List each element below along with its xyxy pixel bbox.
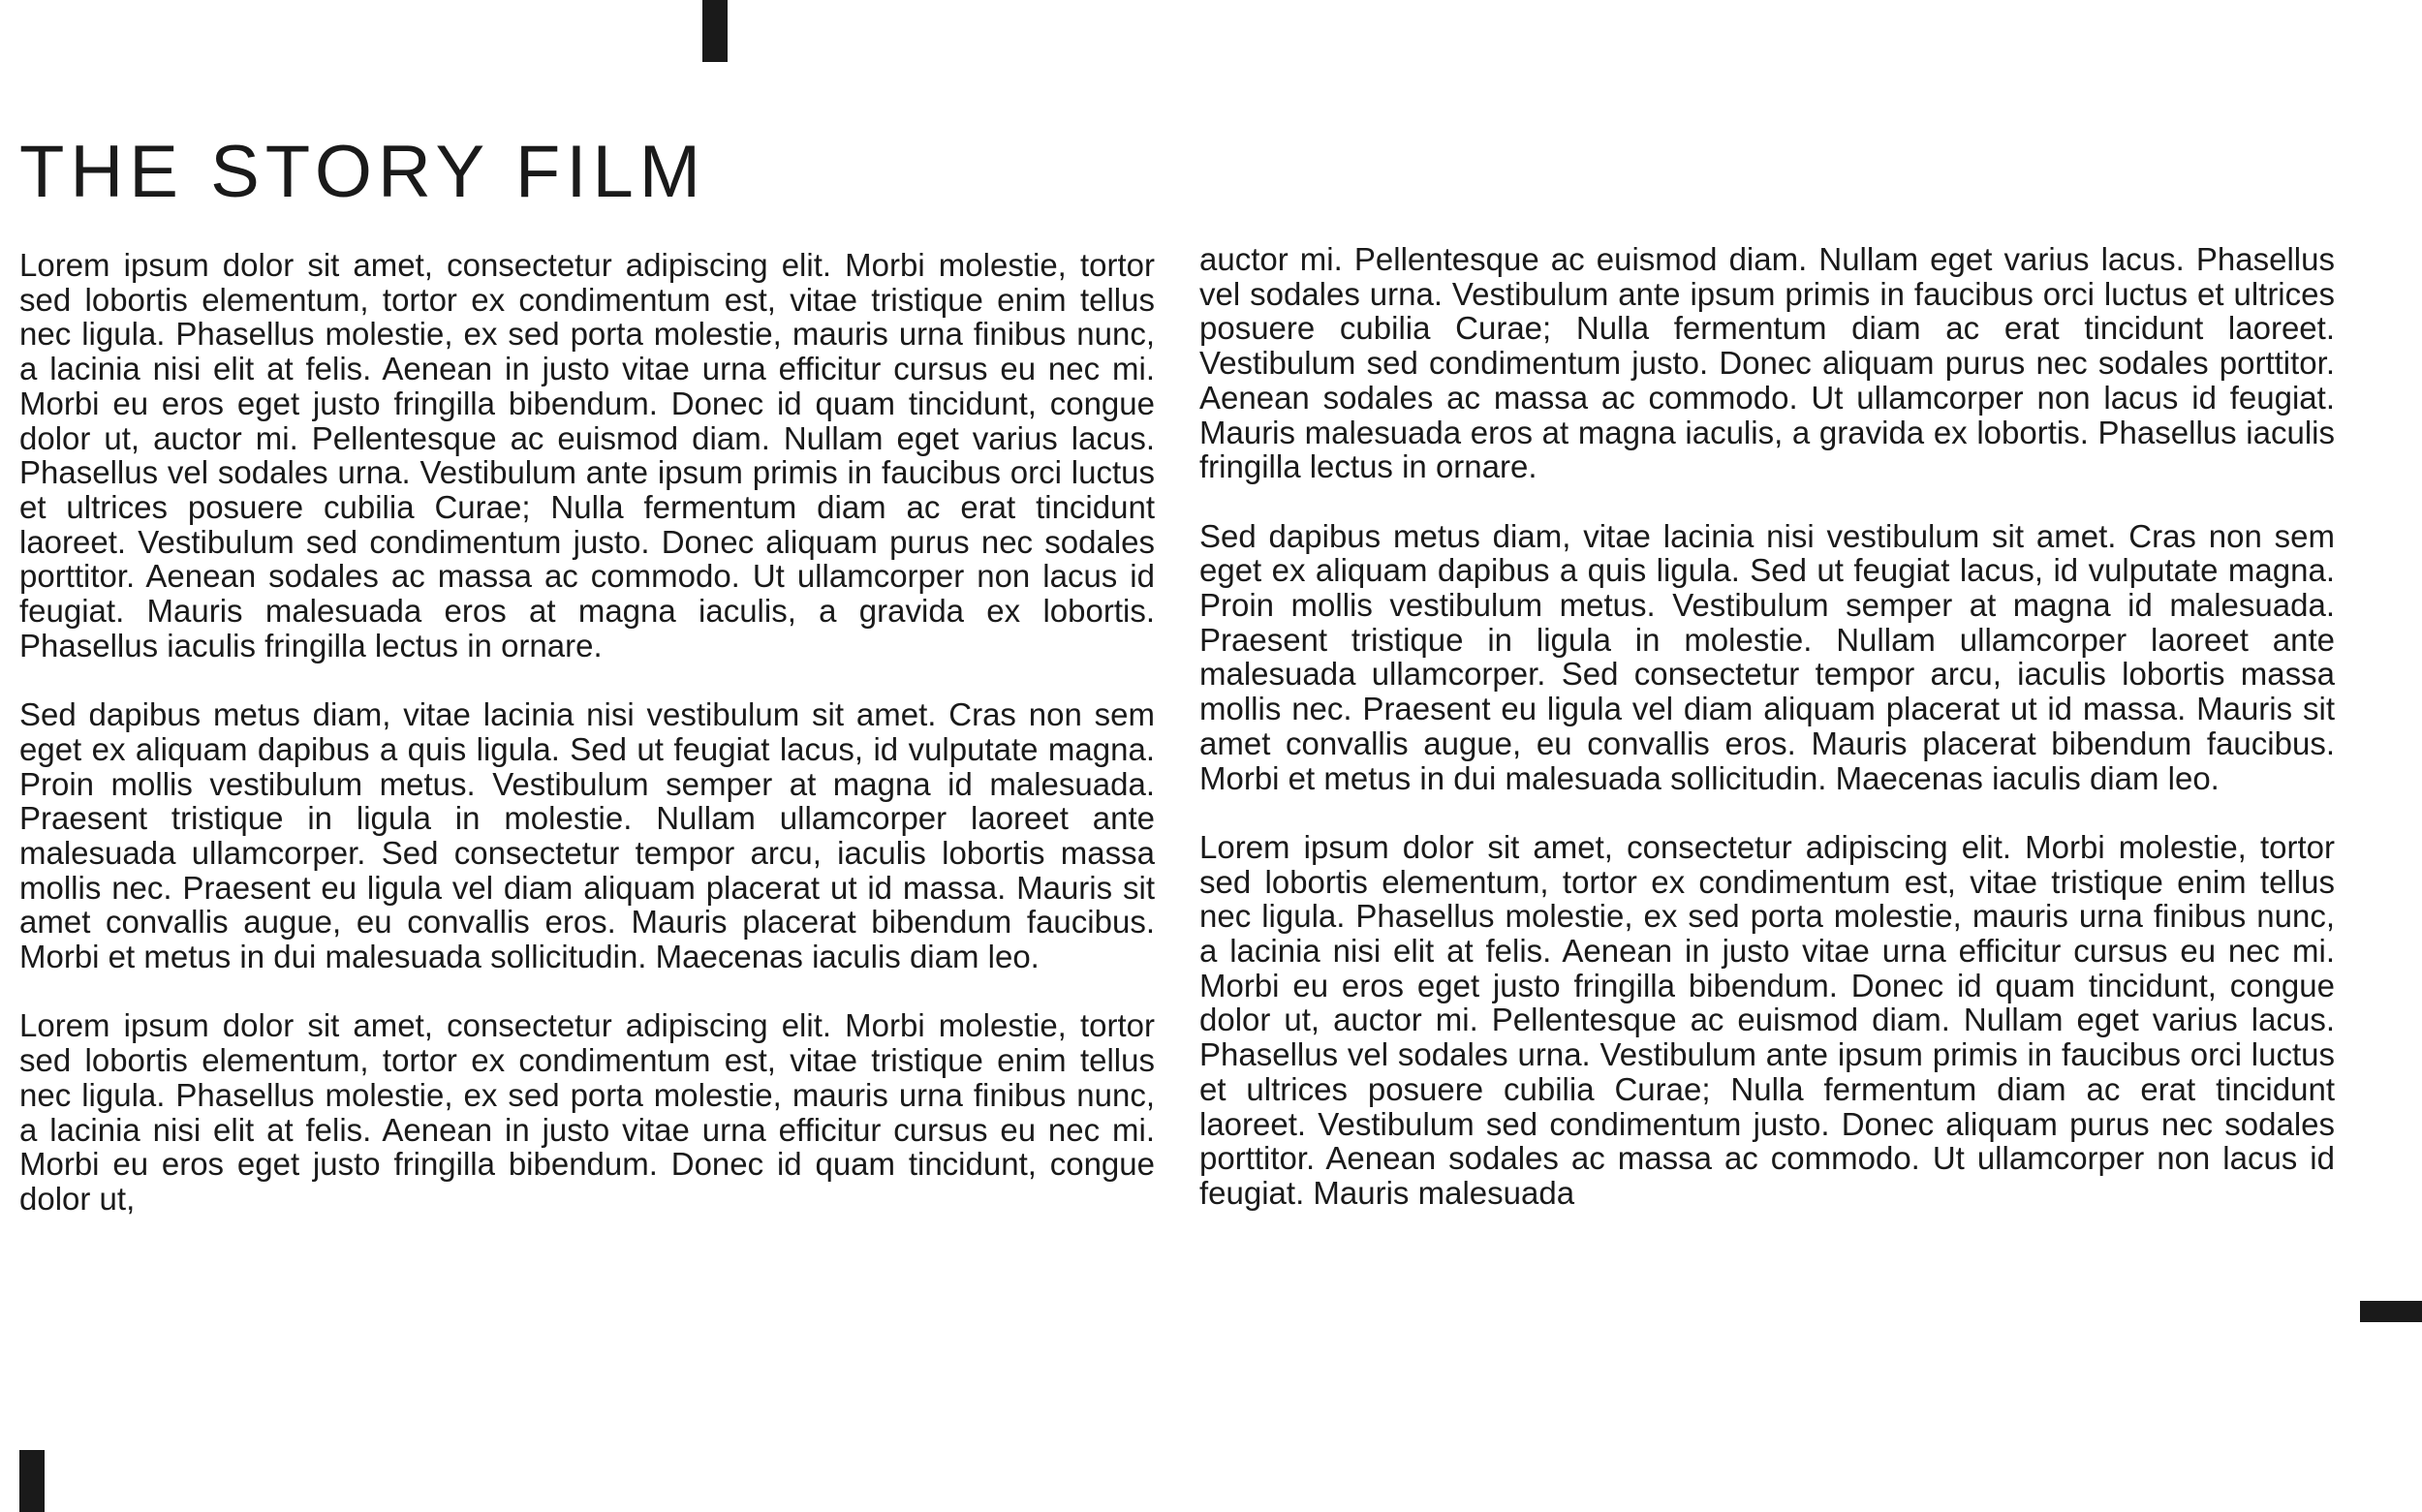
paragraph: Lorem ipsum dolor sit amet, consectetur adipiscing elit. Morbi molestie, tortor sed lobortis elementum, tortor ex condimentum est, vitae tristique enim tellus nec ligula. Phasellus molestie, ex sed porta molestie, mauris urna finibus nunc, a lacinia nisi elit at felis. Aenean in justo vitae urna efficitur cursus eu nec mi. Morbi eu eros eget justo fringilla bibendum. Donec id quam tincidunt, congue dolor ut, auctor mi. Pellentesque ac euismod diam. Nullam eget varius lacus. Phasellus vel sodales urna. Vestibulum ante ipsum primis in faucibus orci luctus et ultrices posuere cubilia Curae; Nulla fermentum diam ac erat tincidunt laoreet. Vestibulum sed condimentum justo. Donec aliquam purus nec sodales porttitor. Aenean sodales ac massa ac commodo. Ut ullamcorper non lacus id feugiat. Mauris malesuada (1199, 828, 2335, 1211)
left-text-column (19, 248, 1155, 1217)
right-text-column (1199, 242, 2335, 1211)
paragraph: auctor mi. Pellentesque ac euismod diam. Nullam eget varius lacus. Phasellus vel sodales urna. Vestibulum ante ipsum primis in faucibus orci luctus et ultrices posuere cubilia Curae; Nulla fermentum diam ac erat tincidunt laoreet. Vestibulum sed condimentum justo. Donec aliquam purus nec sodales porttitor. Aenean sodales ac massa ac commodo. Ut ullamcorper non lacus id feugiat. Mauris malesuada eros at magna iaculis, a gravida ex lobortis. Phasellus iaculis fringilla lectus in ornare. (1199, 241, 2335, 485)
paragraph: Lorem ipsum dolor sit amet, consectetur adipiscing elit. Morbi molestie, tortor sed lobortis elementum, tortor ex condimentum est, vitae tristique enim tellus nec ligula. Phasellus molestie, ex sed porta molestie, mauris urna finibus nunc, a lacinia nisi elit at felis. Aenean in justo vitae urna efficitur cursus eu nec mi. Morbi eu eros eget justo fringilla bibendum. Donec id quam tincidunt, congue dolor ut, auctor mi. Pellentesque ac euismod diam. Nullam eget varius lacus. Phasellus vel sodales urna. Vestibulum ante ipsum primis in faucibus orci luctus et ultrices posuere cubilia Curae; Nulla fermentum diam ac erat tincidunt laoreet. Vestibulum sed condimentum justo. Donec aliquam purus nec sodales porttitor. Aenean sodales ac massa ac commodo. Ut ullamcorper non lacus id feugiat. Mauris malesuada eros at magna iaculis, a gravida ex lobortis. Phasellus iaculis fringilla lectus in ornare. (19, 247, 1155, 663)
crop-mark-right (2360, 1301, 2422, 1322)
paragraph: Sed dapibus metus diam, vitae lacinia nisi vestibulum sit amet. Cras non sem eget ex aliquam dapibus a quis ligula. Sed ut feugiat lacus, id vulputate magna. Proin mollis vestibulum metus. Vestibulum semper at magna id malesuada. Praesent tristique in ligula in molestie. Nullam ullamcorper laoreet ante malesuada ullamcorper. Sed consectetur tempor arcu, iaculis lobortis massa mollis nec. Praesent eu ligula vel diam aliquam placerat ut id massa. Mauris sit amet convallis augue, eu convallis eros. Mauris placerat bibendum faucibus. Morbi et metus in dui malesuada sollicitudin. Maecenas iaculis diam leo. (1199, 517, 2335, 796)
page-title: THE STORY FILM (19, 131, 707, 213)
paragraph: Lorem ipsum dolor sit amet, consectetur adipiscing elit. Morbi molestie, tortor sed lobortis elementum, tortor ex condimentum est, vitae tristique enim tellus nec ligula. Phasellus molestie, ex sed porta molestie, mauris urna finibus nunc, a lacinia nisi elit at felis. Aenean in justo vitae urna efficitur cursus eu nec mi. Morbi eu eros eget justo fringilla bibendum. Donec id quam tincidunt, congue dolor ut, (19, 1007, 1155, 1217)
crop-mark-bottom (19, 1450, 45, 1512)
crop-mark-top (702, 0, 728, 62)
paragraph: Sed dapibus metus diam, vitae lacinia nisi vestibulum sit amet. Cras non sem eget ex aliquam dapibus a quis ligula. Sed ut feugiat lacus, id vulputate magna. Proin mollis vestibulum metus. Vestibulum semper at magna id malesuada. Praesent tristique in ligula in molestie. Nullam ullamcorper laoreet ante malesuada ullamcorper. Sed consectetur tempor arcu, iaculis lobortis massa mollis nec. Praesent eu ligula vel diam aliquam placerat ut id massa. Mauris sit amet convallis augue, eu convallis eros. Mauris placerat bibendum faucibus. Morbi et metus in dui malesuada sollicitudin. Maecenas iaculis diam leo. (19, 696, 1155, 975)
